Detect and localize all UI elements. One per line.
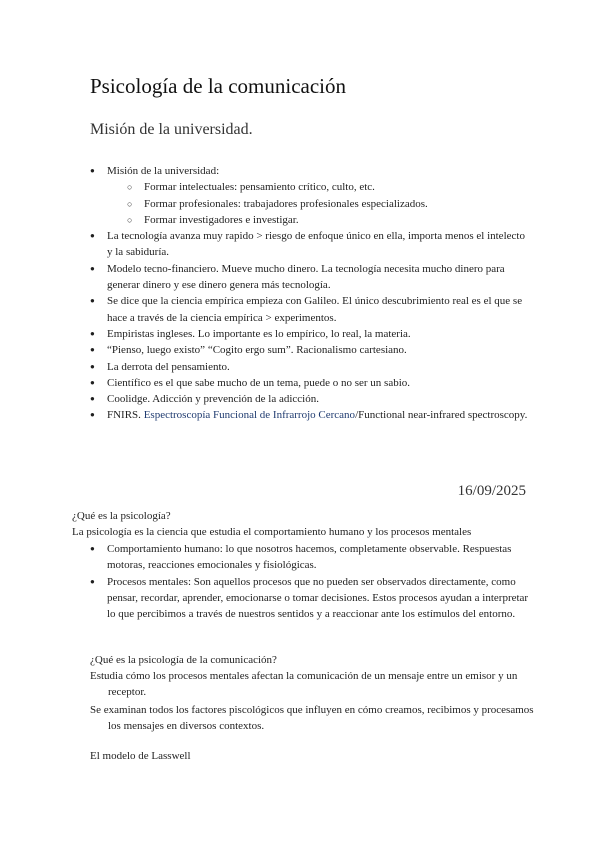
page-title: Psicología de la comunicación	[90, 74, 347, 98]
list-item: ● Coolidge. Adicción y prevención de la adicción.	[90, 391, 530, 407]
psychology-question: ¿Qué es la psicología?	[72, 510, 171, 522]
list-item: ● Comportamiento humano: lo que nosotros hacemos, completamente observable. Respuestas motoras, reacciones emocionales y fisiológicas.	[90, 541, 530, 574]
communication-paragraph-1: Estudia cómo los procesos mentales afectan la comunicación de un mensaje entre un emisor y un receptor.	[90, 670, 518, 698]
mission-sub-list	[127, 179, 530, 228]
list-item: ● Se dice que la ciencia empírica empieza con Galileo. El único descubrimiento real es el que se hace a través de la ciencia empírica > experimentos.	[90, 293, 530, 326]
list-item	[90, 407, 530, 423]
psychology-definition: La psicología es la ciencia que estudia el comportamiento humano y los procesos mentales	[72, 526, 472, 538]
lasswell-model-heading: El modelo de Lasswell	[90, 750, 191, 762]
fnirs-suffix: /Functional near-infrared spectroscopy.	[355, 409, 528, 422]
list-item: ○ Formar investigadores e investigar.	[127, 212, 530, 228]
section-subtitle: Misión de la universidad.	[90, 121, 253, 138]
list-item: ● Modelo tecno-financiero. Mueve mucho dinero. La tecnología necesita mucho dinero para generar dinero y ese dinero genera más tecnología.	[90, 261, 530, 294]
list-item: ● Empiristas ingleses. Lo importante es lo empírico, lo real, la materia.	[90, 326, 530, 342]
date-heading: 16/09/2025	[457, 483, 526, 499]
mission-label: Misión de la universidad:	[107, 165, 220, 177]
fnirs-prefix: FNIRS.	[107, 409, 141, 422]
list-item: ● Científico es el que sabe mucho de un tema, puede o no ser un sabio.	[90, 375, 530, 391]
fnirs-link[interactable]: Espectroscopía Funcional de Infrarrojo Cercano	[143, 409, 356, 422]
list-item: ○ Formar intelectuales: pensamiento crítico, culto, etc.	[127, 179, 530, 195]
list-item: ● “Pienso, luego existo” “Cogito ergo sum”. Racionalismo cartesiano.	[90, 342, 530, 358]
list-item: ● Procesos mentales: Son aquellos procesos que no pueden ser observados directamente, como pensar, recordar, aprender, emocionarse o tomar decisiones. Estos procesos ayudan a interpretar lo que percibimos a través de nuestros sentidos y a reaccionar ante los estímulos del entorno.	[90, 574, 530, 623]
list-item: ○ Formar profesionales: trabajadores profesionales especializados.	[127, 196, 530, 212]
list-item: ● La derrota del pensamiento.	[90, 359, 530, 375]
list-item: ● La tecnología avanza muy rapido > riesgo de enfoque único en ella, importa menos el intelecto y la sabiduría.	[90, 228, 530, 261]
mission-bullet-list	[90, 163, 530, 424]
communication-paragraph-2: Se examinan todos los factores piscológicos que influyen en cómo creamos, recibimos y procesamos los mensajes en diversos contextos.	[90, 704, 534, 732]
psychology-bullet-list	[90, 541, 530, 622]
list-item	[90, 163, 530, 228]
communication-question: ¿Qué es la psicología de la comunicación?	[90, 654, 277, 666]
